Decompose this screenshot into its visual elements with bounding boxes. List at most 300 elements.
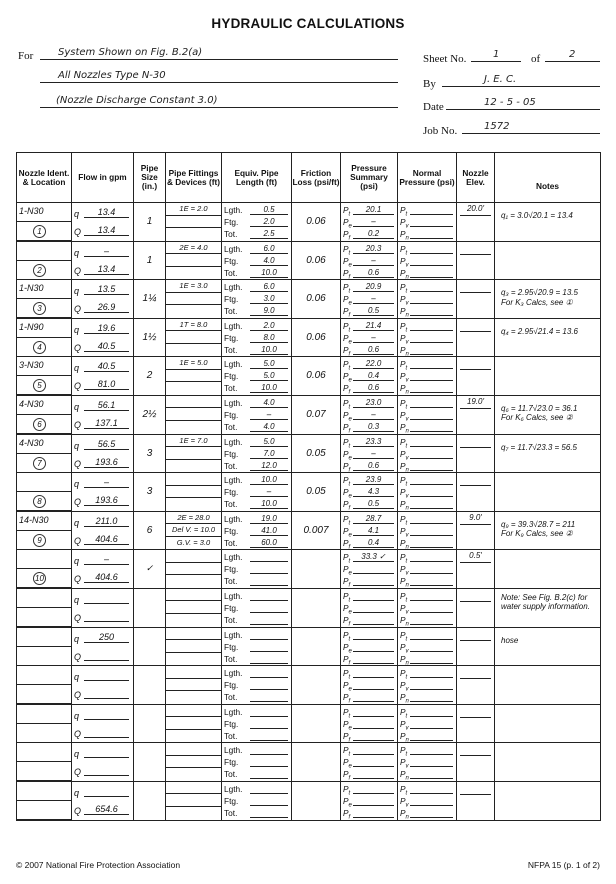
lgth-value: 5.0: [250, 436, 288, 447]
lgth-label: Lgth.: [224, 513, 243, 524]
normal-pt: [410, 667, 453, 678]
pt-label: $P_t$: [400, 282, 408, 295]
nozzle-elev: [460, 280, 491, 293]
pipe-size: 1: [146, 216, 153, 227]
flow-Q: 137.1: [84, 418, 129, 429]
pt-label: $P_t$: [343, 282, 351, 295]
pt-label: $P_t$: [343, 513, 351, 527]
flow-Q: [84, 650, 129, 661]
nozzle-ident: [17, 550, 71, 569]
lgth-label: Lgth.: [224, 282, 243, 293]
pt-value: 21.4: [353, 320, 394, 331]
pn-label: $P_n$: [400, 460, 409, 474]
q-label: q: [74, 440, 80, 451]
nozzle-ident: [17, 589, 71, 608]
pipe-size: 1: [146, 254, 153, 266]
flow-q: –: [84, 246, 129, 257]
pf-label: $P_f$: [343, 229, 351, 242]
pv-label: $P_v$: [400, 641, 409, 655]
normal-pt: [410, 243, 453, 254]
pf-value: [353, 730, 394, 741]
table-row: [17, 473, 601, 512]
pipe-size: 2: [146, 370, 153, 382]
q-label: q: [74, 633, 80, 644]
flow-Q: 193.6: [84, 457, 129, 468]
pt-label: $P_t$: [343, 205, 351, 218]
fitting: [166, 396, 221, 409]
pf-value: 0.4: [353, 537, 394, 548]
sheet-label: Sheet No.: [423, 53, 467, 65]
ftg-label: Ftg.: [224, 795, 239, 806]
pf-value: [353, 575, 394, 586]
col-header: Friction Loss (psi/ft): [292, 153, 341, 203]
tot-value: 10.0: [250, 344, 288, 355]
normal-pt: [410, 629, 453, 640]
note: q₃ = 2.95√20.9 = 13.5 For K₃ Calcs, see ①: [501, 288, 578, 307]
tot-value: [250, 691, 288, 702]
lgth-label: Lgth.: [224, 706, 243, 717]
pt-value: [353, 744, 394, 755]
nozzle-ident: 4-N30: [17, 396, 71, 415]
friction-loss: 0.007: [303, 524, 329, 536]
ftg-value: 4.0: [250, 255, 288, 266]
pt-label: $P_t$: [400, 668, 408, 681]
pn-label: $P_n$: [400, 614, 409, 628]
ftg-label: Ftg.: [224, 332, 239, 343]
friction-loss: 0.06: [306, 254, 326, 266]
normal-pt: [410, 551, 453, 562]
normal-pn: [410, 267, 453, 278]
fitting: [166, 408, 221, 421]
fitting: [166, 331, 221, 344]
by-label: By: [423, 78, 436, 90]
normal-pt: [410, 474, 453, 485]
pv-label: $P_v$: [400, 448, 409, 462]
col-header: Pipe Fittings & Devices (ft): [166, 153, 222, 203]
lgth-value: 6.0: [250, 281, 288, 292]
tot-value: [250, 653, 288, 664]
nozzle-number-cell: [17, 648, 71, 666]
pf-label: $P_f$: [343, 730, 351, 744]
friction-loss: 0.07: [306, 408, 326, 420]
fitting: [166, 640, 221, 653]
fitting: [166, 756, 221, 769]
normal-pn: [410, 730, 453, 741]
table-row: [17, 781, 601, 820]
pf-label: $P_f$: [343, 306, 351, 319]
pv-label: $P_v$: [400, 371, 409, 385]
fitting: [166, 575, 221, 588]
nozzle-number-cell: [17, 802, 71, 820]
tot-value: 2.5: [250, 228, 288, 239]
lgth-value: 10.0: [250, 474, 288, 485]
q-label: q: [74, 710, 80, 721]
pn-label: $P_n$: [400, 807, 409, 821]
pn-label: $P_n$: [400, 267, 409, 281]
pt-label: $P_t$: [343, 397, 351, 411]
pe-label: $P_e$: [343, 448, 352, 462]
nozzle-number: 10: [33, 572, 46, 585]
lgth-value: [250, 551, 288, 562]
ftg-value: –: [250, 486, 288, 497]
pv-label: $P_v$: [400, 487, 409, 500]
pe-value: [353, 756, 394, 767]
pe-label: $P_e$: [343, 602, 352, 616]
normal-pt: [410, 590, 453, 601]
nozzle-ident: 1-N30: [17, 280, 71, 299]
ftg-label: Ftg.: [224, 255, 239, 266]
nozzle-ident: [17, 705, 71, 724]
fitting: [166, 589, 221, 602]
q-label: q: [74, 672, 80, 683]
lgth-label: Lgth.: [224, 552, 243, 563]
pipe-size: [134, 550, 165, 588]
ftg-label: Ftg.: [224, 564, 239, 575]
Q-label: Q: [74, 497, 82, 508]
nozzle-elev: [460, 628, 491, 641]
pv-label: $P_v$: [400, 680, 409, 693]
note: q₉ = 39.3√28.7 = 211 For K₉ Calcs, see ②: [501, 519, 576, 539]
Q-label: Q: [74, 651, 82, 662]
fitting: [166, 498, 221, 511]
table-row: [17, 357, 601, 396]
date-value: 12 - 5 - 05: [446, 96, 600, 110]
pe-value: 4.3: [353, 486, 394, 497]
ftg-value: 2.0: [250, 216, 288, 227]
q-label: q: [74, 401, 80, 412]
flow-q: 211.0: [84, 516, 129, 527]
nozzle-number-cell: [17, 300, 71, 318]
fitting: 1E = 5.0: [166, 357, 221, 370]
pf-label: $P_f$: [343, 267, 351, 281]
q-label: q: [74, 787, 80, 798]
fitting: 2E = 4.0: [166, 242, 221, 255]
normal-pt: [410, 358, 453, 369]
nozzle-number-cell: [17, 416, 71, 434]
tot-value: [250, 768, 288, 779]
nozzle-number-cell: [17, 686, 71, 704]
pf-value: 0.3: [353, 421, 394, 432]
ftg-label: Ftg.: [224, 409, 239, 420]
calc-table: [16, 152, 601, 821]
note: q₆ = 11.7√23.0 = 36.1 For K₆ Calcs, see ②: [501, 403, 578, 423]
nozzle-number-cell: [17, 532, 71, 550]
nozzle-number: 3: [33, 302, 46, 315]
flow-q: [84, 786, 129, 797]
pf-label: $P_f$: [343, 653, 351, 667]
pt-label: $P_t$: [343, 668, 351, 681]
flow-q: 56.5: [84, 439, 129, 450]
flow-q: 13.4: [84, 207, 129, 218]
date-label: Date: [423, 101, 444, 113]
fitting: Del V. = 10.0: [166, 524, 221, 537]
lgth-label: Lgth.: [224, 629, 243, 640]
nozzle-ident: [17, 743, 71, 762]
pipe-size: 6: [146, 524, 153, 536]
pe-label: $P_e$: [343, 371, 352, 385]
note: hose: [501, 635, 519, 645]
normal-pv: [410, 641, 453, 652]
pe-label: $P_e$: [343, 718, 352, 732]
friction-loss: 0.05: [306, 486, 326, 498]
Q-label: Q: [74, 458, 82, 469]
Q-label: Q: [74, 690, 82, 701]
tot-value: 4.0: [250, 421, 288, 432]
flow-q: [84, 593, 129, 604]
Q-label: Q: [74, 342, 82, 353]
pe-value: [353, 679, 394, 690]
lgth-label: Lgth.: [224, 436, 243, 447]
lgth-label: Lgth.: [224, 243, 243, 254]
normal-pt: [410, 513, 453, 524]
q-label: q: [74, 556, 80, 567]
for-line-3: (Nozzle Discharge Constant 3.0): [40, 94, 398, 108]
fitting: [166, 460, 221, 473]
friction-loss: 0.05: [306, 447, 326, 459]
normal-pv: [410, 563, 453, 574]
pf-value: 0.2: [353, 228, 394, 239]
normal-pv: [410, 795, 453, 806]
ftg-value: 7.0: [250, 448, 288, 459]
pe-value: –: [353, 255, 394, 266]
normal-pv: [410, 409, 453, 420]
lgth-value: [250, 590, 288, 601]
pf-value: [353, 614, 394, 625]
fitting: [166, 691, 221, 704]
pn-label: $P_n$: [400, 306, 409, 319]
nozzle-ident: [17, 473, 71, 492]
Q-label: Q: [74, 805, 82, 816]
ftg-value: [250, 756, 288, 767]
pe-label: $P_e$: [343, 564, 352, 577]
pt-label: $P_t$: [343, 706, 351, 720]
fitting: [166, 382, 221, 395]
tot-value: [250, 575, 288, 586]
normal-pv: [410, 718, 453, 729]
lgth-value: 4.0: [250, 397, 288, 408]
tot-label: Tot.: [224, 807, 238, 818]
flow-q: 40.5: [84, 361, 129, 372]
q-label: q: [74, 479, 80, 490]
fitting: [166, 293, 221, 306]
fitting: [166, 305, 221, 318]
fitting: [166, 267, 221, 280]
nozzle-elev: 9.0': [460, 512, 491, 525]
lgth-value: 6.0: [250, 243, 288, 254]
pf-value: [353, 807, 394, 818]
fitting: [166, 228, 221, 241]
pe-value: [353, 795, 394, 806]
Q-label: Q: [74, 728, 82, 739]
fitting: [166, 550, 221, 563]
of-label: of: [531, 53, 541, 65]
normal-pn: [410, 305, 453, 316]
lgth-value: 0.5: [250, 204, 288, 215]
tot-value: [250, 730, 288, 741]
lgth-label: Lgth.: [224, 590, 243, 601]
pipe-size: [134, 743, 165, 781]
flow-Q: 404.6: [84, 572, 129, 583]
normal-pv: [410, 756, 453, 767]
nozzle-elev: 0.5': [460, 550, 491, 563]
lgth-value: [250, 744, 288, 755]
pn-label: $P_n$: [400, 499, 409, 512]
ftg-label: Ftg.: [224, 487, 239, 498]
normal-pn: [410, 807, 453, 818]
pf-label: $P_f$: [343, 537, 351, 551]
note: Note: See Fig. B.2(c) for water supply information.: [501, 592, 590, 612]
table-row: [17, 511, 601, 550]
ftg-label: Ftg.: [224, 294, 239, 305]
pv-label: $P_v$: [400, 217, 409, 230]
pt-value: 22.0: [353, 358, 394, 369]
lgth-label: Lgth.: [224, 475, 243, 486]
ftg-value: 8.0: [250, 332, 288, 343]
nozzle-elev: 19.0': [460, 396, 491, 409]
normal-pn: [410, 575, 453, 586]
pf-value: 0.6: [353, 267, 394, 278]
pv-label: $P_v$: [400, 409, 409, 423]
pt-value: [353, 590, 394, 601]
nozzle-number: 1: [33, 225, 46, 238]
pt-label: $P_t$: [343, 359, 351, 373]
nozzle-number-cell: [17, 377, 71, 395]
nozzle-number: 7: [33, 457, 46, 470]
ftg-value: [250, 602, 288, 613]
col-header: Pressure Summary (psi): [341, 153, 398, 203]
normal-pv: [410, 370, 453, 381]
q-label: q: [74, 324, 80, 335]
for-line-1: System Shown on Fig. B.2(a): [40, 46, 398, 60]
friction-loss: 0.06: [306, 293, 326, 305]
pt-value: 33.3 ✓: [353, 551, 394, 562]
tot-value: [250, 807, 288, 818]
q-label: q: [74, 286, 80, 297]
pt-label: $P_t$: [400, 243, 408, 257]
normal-pv: [410, 602, 453, 613]
nozzle-number-cell: [17, 455, 71, 473]
ftg-value: 5.0: [250, 370, 288, 381]
pe-value: –: [353, 332, 394, 343]
pe-label: $P_e$: [343, 255, 352, 269]
fitting: [166, 254, 221, 267]
Q-label: Q: [74, 767, 82, 778]
flow-Q: [84, 727, 129, 738]
pt-label: $P_t$: [400, 783, 408, 797]
pv-label: $P_v$: [400, 795, 409, 809]
pipe-size: [134, 589, 165, 627]
flow-q: –: [84, 477, 129, 488]
pe-label: $P_e$: [343, 332, 352, 346]
fitting: [166, 666, 221, 679]
pn-label: $P_n$: [400, 383, 409, 397]
pt-label: $P_t$: [343, 783, 351, 797]
pv-label: $P_v$: [400, 757, 409, 770]
fitting: G.V. = 3.0: [176, 537, 211, 547]
table-row: [17, 550, 601, 589]
pn-label: $P_n$: [400, 769, 409, 782]
fitting: [166, 601, 221, 614]
flow-q: 250: [84, 632, 129, 643]
nozzle-number-cell: [17, 763, 71, 781]
tot-label: Tot.: [224, 460, 238, 471]
sheet-no: 1: [471, 48, 521, 62]
tot-label: Tot.: [224, 421, 238, 432]
note: q₁ = 3.0√20.1 = 13.4: [501, 211, 573, 220]
pf-value: 0.5: [353, 305, 394, 316]
ftg-label: Ftg.: [224, 757, 239, 768]
pe-label: $P_e$: [343, 680, 352, 693]
flow-Q: 404.6: [84, 534, 129, 545]
col-header: Normal Pressure (psi): [398, 153, 457, 203]
nozzle-number: 8: [33, 495, 46, 508]
fitting: [166, 344, 221, 357]
Q-label: Q: [74, 227, 82, 237]
pt-value: 20.9: [353, 281, 394, 292]
ftg-value: [250, 563, 288, 574]
pe-value: –: [353, 216, 394, 227]
pv-label: $P_v$: [400, 602, 409, 616]
pf-label: $P_f$: [343, 499, 351, 512]
fitting: 1E = 3.0: [166, 280, 221, 293]
check-mark: ✓: [145, 563, 154, 574]
normal-pv: [410, 216, 453, 227]
fitting: 2E = 28.0: [166, 512, 221, 525]
pe-label: $P_e$: [343, 757, 352, 770]
nozzle-elev: [460, 589, 491, 602]
fitting: 1E = 7.0: [166, 435, 221, 448]
normal-pn: [410, 537, 453, 548]
table-row: [17, 434, 601, 473]
normal-pn: [410, 382, 453, 393]
Q-label: Q: [74, 304, 82, 315]
pipe-size: 3: [146, 447, 153, 459]
col-header: Equiv. Pipe Length (ft): [222, 153, 292, 203]
lgth-label: Lgth.: [224, 205, 243, 215]
normal-pv: [410, 293, 453, 304]
nozzle-number: 6: [33, 418, 46, 431]
nozzle-number: 9: [33, 534, 46, 547]
normal-pn: [410, 344, 453, 355]
col-header: Nozzle Ident. & Location: [17, 153, 72, 203]
flow-Q: [84, 688, 129, 699]
flow-q: –: [84, 554, 129, 565]
pn-label: $P_n$: [400, 344, 409, 358]
pf-value: 0.5: [353, 498, 394, 509]
pe-label: $P_e$: [343, 217, 352, 230]
fitting: [166, 486, 221, 499]
table-row: [17, 666, 601, 705]
normal-pn: [410, 614, 453, 625]
pt-label: $P_t$: [343, 475, 351, 488]
pe-value: [353, 602, 394, 613]
Q-label: Q: [74, 574, 82, 585]
tot-value: 60.0: [250, 537, 288, 548]
pe-label: $P_e$: [343, 294, 352, 307]
ftg-label: Ftg.: [224, 602, 239, 613]
pf-label: $P_f$: [343, 807, 351, 821]
pf-label: $P_f$: [343, 614, 351, 628]
nozzle-ident: 3-N30: [17, 357, 71, 376]
pe-value: –: [353, 293, 394, 304]
pf-label: $P_f$: [343, 769, 351, 782]
fitting: [166, 447, 221, 460]
table-row: [17, 203, 601, 242]
tot-label: Tot.: [224, 267, 238, 278]
flow-q: [84, 709, 129, 720]
pe-label: $P_e$: [343, 641, 352, 655]
pt-value: 23.9: [353, 474, 394, 485]
